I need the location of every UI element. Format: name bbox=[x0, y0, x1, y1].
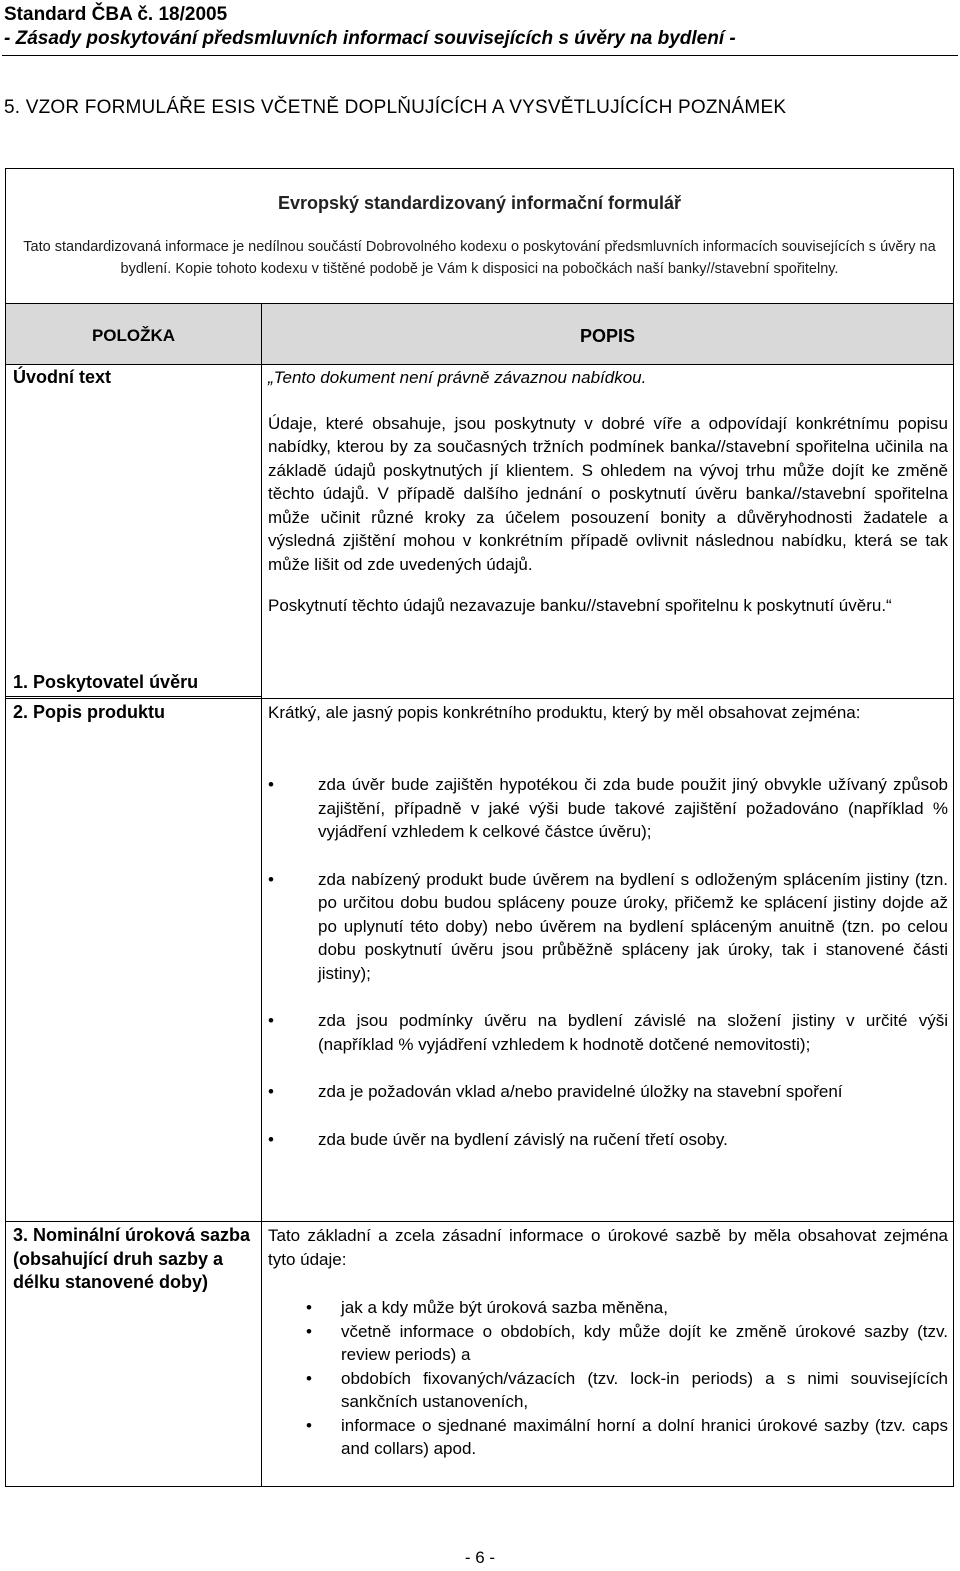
row-divider bbox=[6, 696, 261, 697]
document-header-title: Standard ČBA č. 18/2005 bbox=[4, 4, 228, 25]
list-item bbox=[268, 868, 948, 986]
row-label-product-description: 2. Popis produktu bbox=[13, 702, 166, 722]
list-item bbox=[306, 1296, 948, 1320]
row-label-lender: 1. Poskytovatel úvěru bbox=[13, 672, 199, 692]
esis-table bbox=[5, 303, 954, 1487]
column-header-description: POPIS bbox=[579, 326, 636, 346]
table-header-row bbox=[6, 304, 953, 365]
list-item-text: zda jsou podmínky úvěru na bydlení závislé na složení jistiny v určité výši (například % vyjádření vzhledem k hodnotě dotčené nemovitosti); bbox=[318, 1011, 948, 1054]
intro-box bbox=[5, 168, 954, 303]
interest-rate-bullets bbox=[306, 1296, 948, 1461]
product-description-lead: Krátký, ale jasný popis konkrétního produktu, který by měl obsahovat zejména: bbox=[268, 703, 861, 722]
bullet-icon: • bbox=[268, 1129, 274, 1149]
list-item bbox=[268, 1009, 948, 1056]
list-item-text: včetně informace o obdobích, kdy může dojít ke změně úrokové sazby (tzv. review periods) a bbox=[341, 1321, 948, 1364]
intro-paragraph-3: Poskytnutí těchto údajů nezavazuje banku//stavební spořitelnu k poskytnutí úvěru.“ bbox=[268, 596, 892, 615]
list-item-text: jak a kdy může být úroková sazba měněna, bbox=[341, 1298, 668, 1317]
intro-paragraph-2: Údaje, které obsahuje, jsou poskytnuty v dobré víře a odpovídají konkrétnímu popisu nabídky, kterou by za současných tržních podmínek banka//stavební spořitelna učinila na základě údajů poskytnutých jí klientem. S ohledem na vývoj trhu může dojít ke změně těchto údajů. V případě dalšího jednání o poskytnutí úvěru banka//stavební spořitelna může učinit různé kroky za účelem posouzení bonity a důvěryhodnosti žadatele a výsledná zjištění mohou v konkrétním případě ovlivnit následnou nabídku, která se tak může lišit od zde uvedených údajů. bbox=[268, 413, 948, 574]
bullet-icon: • bbox=[306, 1321, 312, 1341]
list-item-text: zda nabízený produkt bude úvěrem na bydlení s odloženým splácením jistiny (tzn. po určitou dobu budou spláceny pouze úroky, přičemž ke splácení jistiny dojde až po uplynutí této doby) nebo úvěrem na bydlení spláceným anuitně (tzn. po celou dobu poskytnutí úvěru jsou průběžně spláceny jak úroky, tak i stanovené části jistiny); bbox=[318, 869, 948, 983]
list-item-text: obdobích fixovaných/vázacích (tzv. lock-in periods) a s nimi souvisejících sankčních ustanoveních, bbox=[341, 1368, 948, 1411]
column-header-item: POLOŽKA bbox=[91, 326, 176, 345]
bullet-icon: • bbox=[268, 775, 274, 794]
list-item bbox=[306, 1414, 948, 1461]
bullet-icon: • bbox=[268, 1011, 274, 1030]
list-item-text: zda úvěr bude zajištěn hypotékou či zda bude použit jiný obvykle užívaný způsob zajištění, případně v jaké výši bude takové zajištění požadováno (například % vyjádření vzhledem k celkové částce úvěru); bbox=[318, 775, 948, 841]
list-item-text: informace o sjednané maximální horní a dolní hranici úrokové sazby (tzv. caps and collars) apod. bbox=[341, 1415, 948, 1458]
bullet-icon: • bbox=[306, 1368, 312, 1388]
list-item bbox=[268, 1080, 948, 1104]
document-header-subtitle: - Zásady poskytování předsmluvních informací souvisejících s úvěry na bydlení - bbox=[4, 28, 736, 49]
form-title: Evropský standardizovaný informační formulář bbox=[277, 193, 682, 213]
bullet-icon: • bbox=[306, 1415, 312, 1435]
row-divider bbox=[6, 698, 953, 699]
list-item bbox=[268, 1128, 948, 1152]
intro-paragraph-1: „Tento dokument není právně závaznou nabídkou. bbox=[268, 368, 647, 387]
bullet-icon: • bbox=[268, 1082, 274, 1101]
row-label-intro-text: Úvodní text bbox=[13, 367, 112, 387]
list-item bbox=[306, 1367, 948, 1414]
header-divider bbox=[2, 55, 958, 56]
row-divider bbox=[6, 1221, 953, 1222]
column-divider bbox=[261, 304, 262, 1486]
list-item-text: zda bude úvěr na bydlení závislý na ručení třetí osoby. bbox=[318, 1129, 728, 1149]
list-item bbox=[268, 773, 948, 844]
row-content-intro-text bbox=[268, 366, 948, 618]
product-description-bullets bbox=[268, 773, 948, 1151]
section-heading: 5. VZOR FORMULÁŘE ESIS VČETNĚ DOPLŇUJÍCÍCH A VYSVĚTLUJÍCÍCH POZNÁMEK bbox=[4, 97, 787, 118]
intro-text: Tato standardizovaná informace je nedílnou součástí Dobrovolného kodexu o poskytování předsmluvních informacích souvisejících s úvěry na bydlení. Kopie tohoto kodexu v tištěné podobě je Vám k disposici na pobočkách naší banky//stavební spořitelny. bbox=[23, 239, 936, 277]
bullet-icon: • bbox=[306, 1298, 312, 1317]
list-item bbox=[306, 1320, 948, 1367]
bullet-icon: • bbox=[268, 869, 274, 889]
interest-rate-lead: Tato základní a zcela zásadní informace o úrokové sazbě by měla obsahovat zejména tyto údaje: bbox=[268, 1226, 948, 1269]
row-label-nominal-interest-rate: 3. Nominální úroková sazba (obsahující druh sazby a délku stanovené doby) bbox=[13, 1225, 251, 1292]
list-item-text: zda je požadován vklad a/nebo pravidelné úložky na stavební spoření bbox=[318, 1082, 843, 1101]
page-number: - 6 - bbox=[464, 1548, 496, 1567]
